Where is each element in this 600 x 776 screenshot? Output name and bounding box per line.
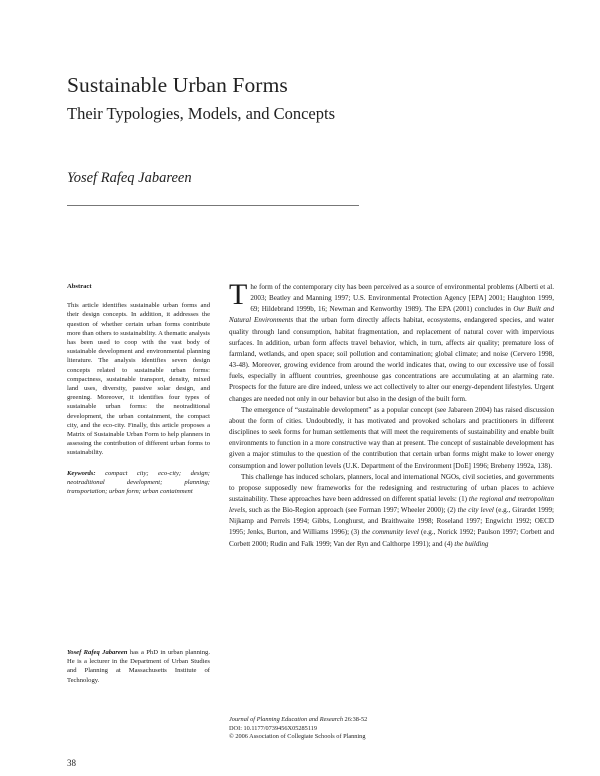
journal-citation: [229, 716, 367, 725]
author-bio: [67, 648, 210, 685]
copyright: © 2006 Association of Collegiate Schools of Planning: [229, 733, 366, 741]
keywords: [67, 469, 210, 497]
journal-volume: 26:38-52: [342, 716, 368, 723]
doi: DOI: 10.1177/0739456X05285119: [229, 724, 318, 732]
keywords-list: compact city; eco-city; design; neotraditional development; planning; transportation; urban form; urban containment: [67, 469, 211, 496]
abstract-heading: Abstract: [67, 283, 92, 290]
bio-text: has a PhD in urban planning. He is a lecturer in the Department of Urban Studies and Planning at Massachusetts Institute of Technology.: [67, 649, 210, 684]
drop-cap: T: [229, 278, 248, 311]
keywords-label: Keywords:: [67, 469, 96, 477]
article-title: Sustainable Urban Forms: [67, 73, 288, 97]
title-divider: [67, 205, 359, 206]
article-subtitle: Their Typologies, Models, and Concepts: [67, 104, 336, 123]
bio-name: Yosef Rafeq Jabareen: [67, 649, 128, 656]
journal-name: Journal of Planning Education and Research: [229, 716, 343, 723]
page-number: 38: [67, 758, 76, 768]
journal-footer: [229, 716, 367, 742]
author-name: Yosef Rafeq Jabareen: [67, 170, 192, 186]
paragraph-1: The form of the contemporary city has been perceived as a source of environmental problems (Alberti et al. 2003; Beatley and Manning 1997; U.S. Environmental Protection Agency [EPA] 2001; Haughton 1999, 69; Hildebrand 1999b, 16; Newman and Kenworthy 1989). The EPA (2001) concludes in Our Built and Natural Environments that the urban form directly affects habitat, ecosystems, endangered species, and water quality through land consumption, habitat fragmentation, and replacement of natural cover with impervious surfaces. In addition, urban form affects travel behavior, which, in turn, affects air quality; premature loss of farmland, wetlands, and open space; soil pollution and contamination; global climate; and noise (Cervero 1998, 43-48). Moreover, growing evidence from around the world indicates that, owing to our excessive use of fossil fuels, especially in affluent countries, greenhouse gas concentrations are accumulating at an alarming rate. Prospects for the future are dire indeed, unless we act collectively to alter our energy-dependent lifestyles. Urgent changes are needed not only in our behavior but also in the design of the built form.: [229, 278, 554, 403]
paragraph-2: The emergence of “sustainable development” as a popular concept (see Jabareen 2004) has raised discussion about the form of cities. Undoubtedly, it has motivated and provoked scholars and practitioners in different disciplines to seek forms for human settlements that will meet the requirements of sustainability and enable built environments to function in a more constructive way than at present. The concept of sustainable development has given a major stimulus to the question of the contribution that certain urban forms might make to lower energy consumption and lower pollution levels (U.K. Department of the Environment [DoE] 1996; Breheny 1992a, 138).: [229, 405, 554, 470]
paragraph-3: This challenge has induced scholars, planners, local and international NGOs, civil societies, and governments to propose supposedly new frameworks for the redesigning and restructuring of urban places to achieve sustainability. These approaches have been addressed on different spatial levels: (1) the regional and metropolitan levels, such as the Bio-Region approach (see Forman 1997; Wheeler 2000); (2) the city level (e.g., Girardet 1999; Nijkamp and Perrels 1994; Gibbs, Longhurst, and Braithwaite 1998; Roseland 1997; Engwicht 1992; OECD 1995; Jenks, Burton, and Williams 1996); (3) the community level (e.g., Norick 1992; Paulson 1997; Corbett and Corbett 2000; Rudin and Falk 1999; Van der Ryn and Calthorpe 1991); and (4) the building: [229, 472, 555, 548]
abstract-column: [67, 282, 210, 496]
abstract-text: This article identifies sustainable urban forms and their design concepts. In addition, it addresses the question of whether certain urban forms contribute more than others to sustainability. A thematic analysis has been used to coop with the vast body of sustainable development and environmental planning literature. The analysis identifies seven design concepts related to sustainable urban forms: compactness, sustainable transport, density, mixed land uses, diversity, passive solar design, and greening. Moreover, it identifies four types of sustainable urban forms: the neotraditional development, the urban containment, the compact city, and the eco-city. Finally, this article proposes a Matrix of Sustainable Urban Form to help planners in assessing the contribution of different urban forms to sustainability.: [67, 302, 210, 457]
body-column: [229, 278, 555, 550]
